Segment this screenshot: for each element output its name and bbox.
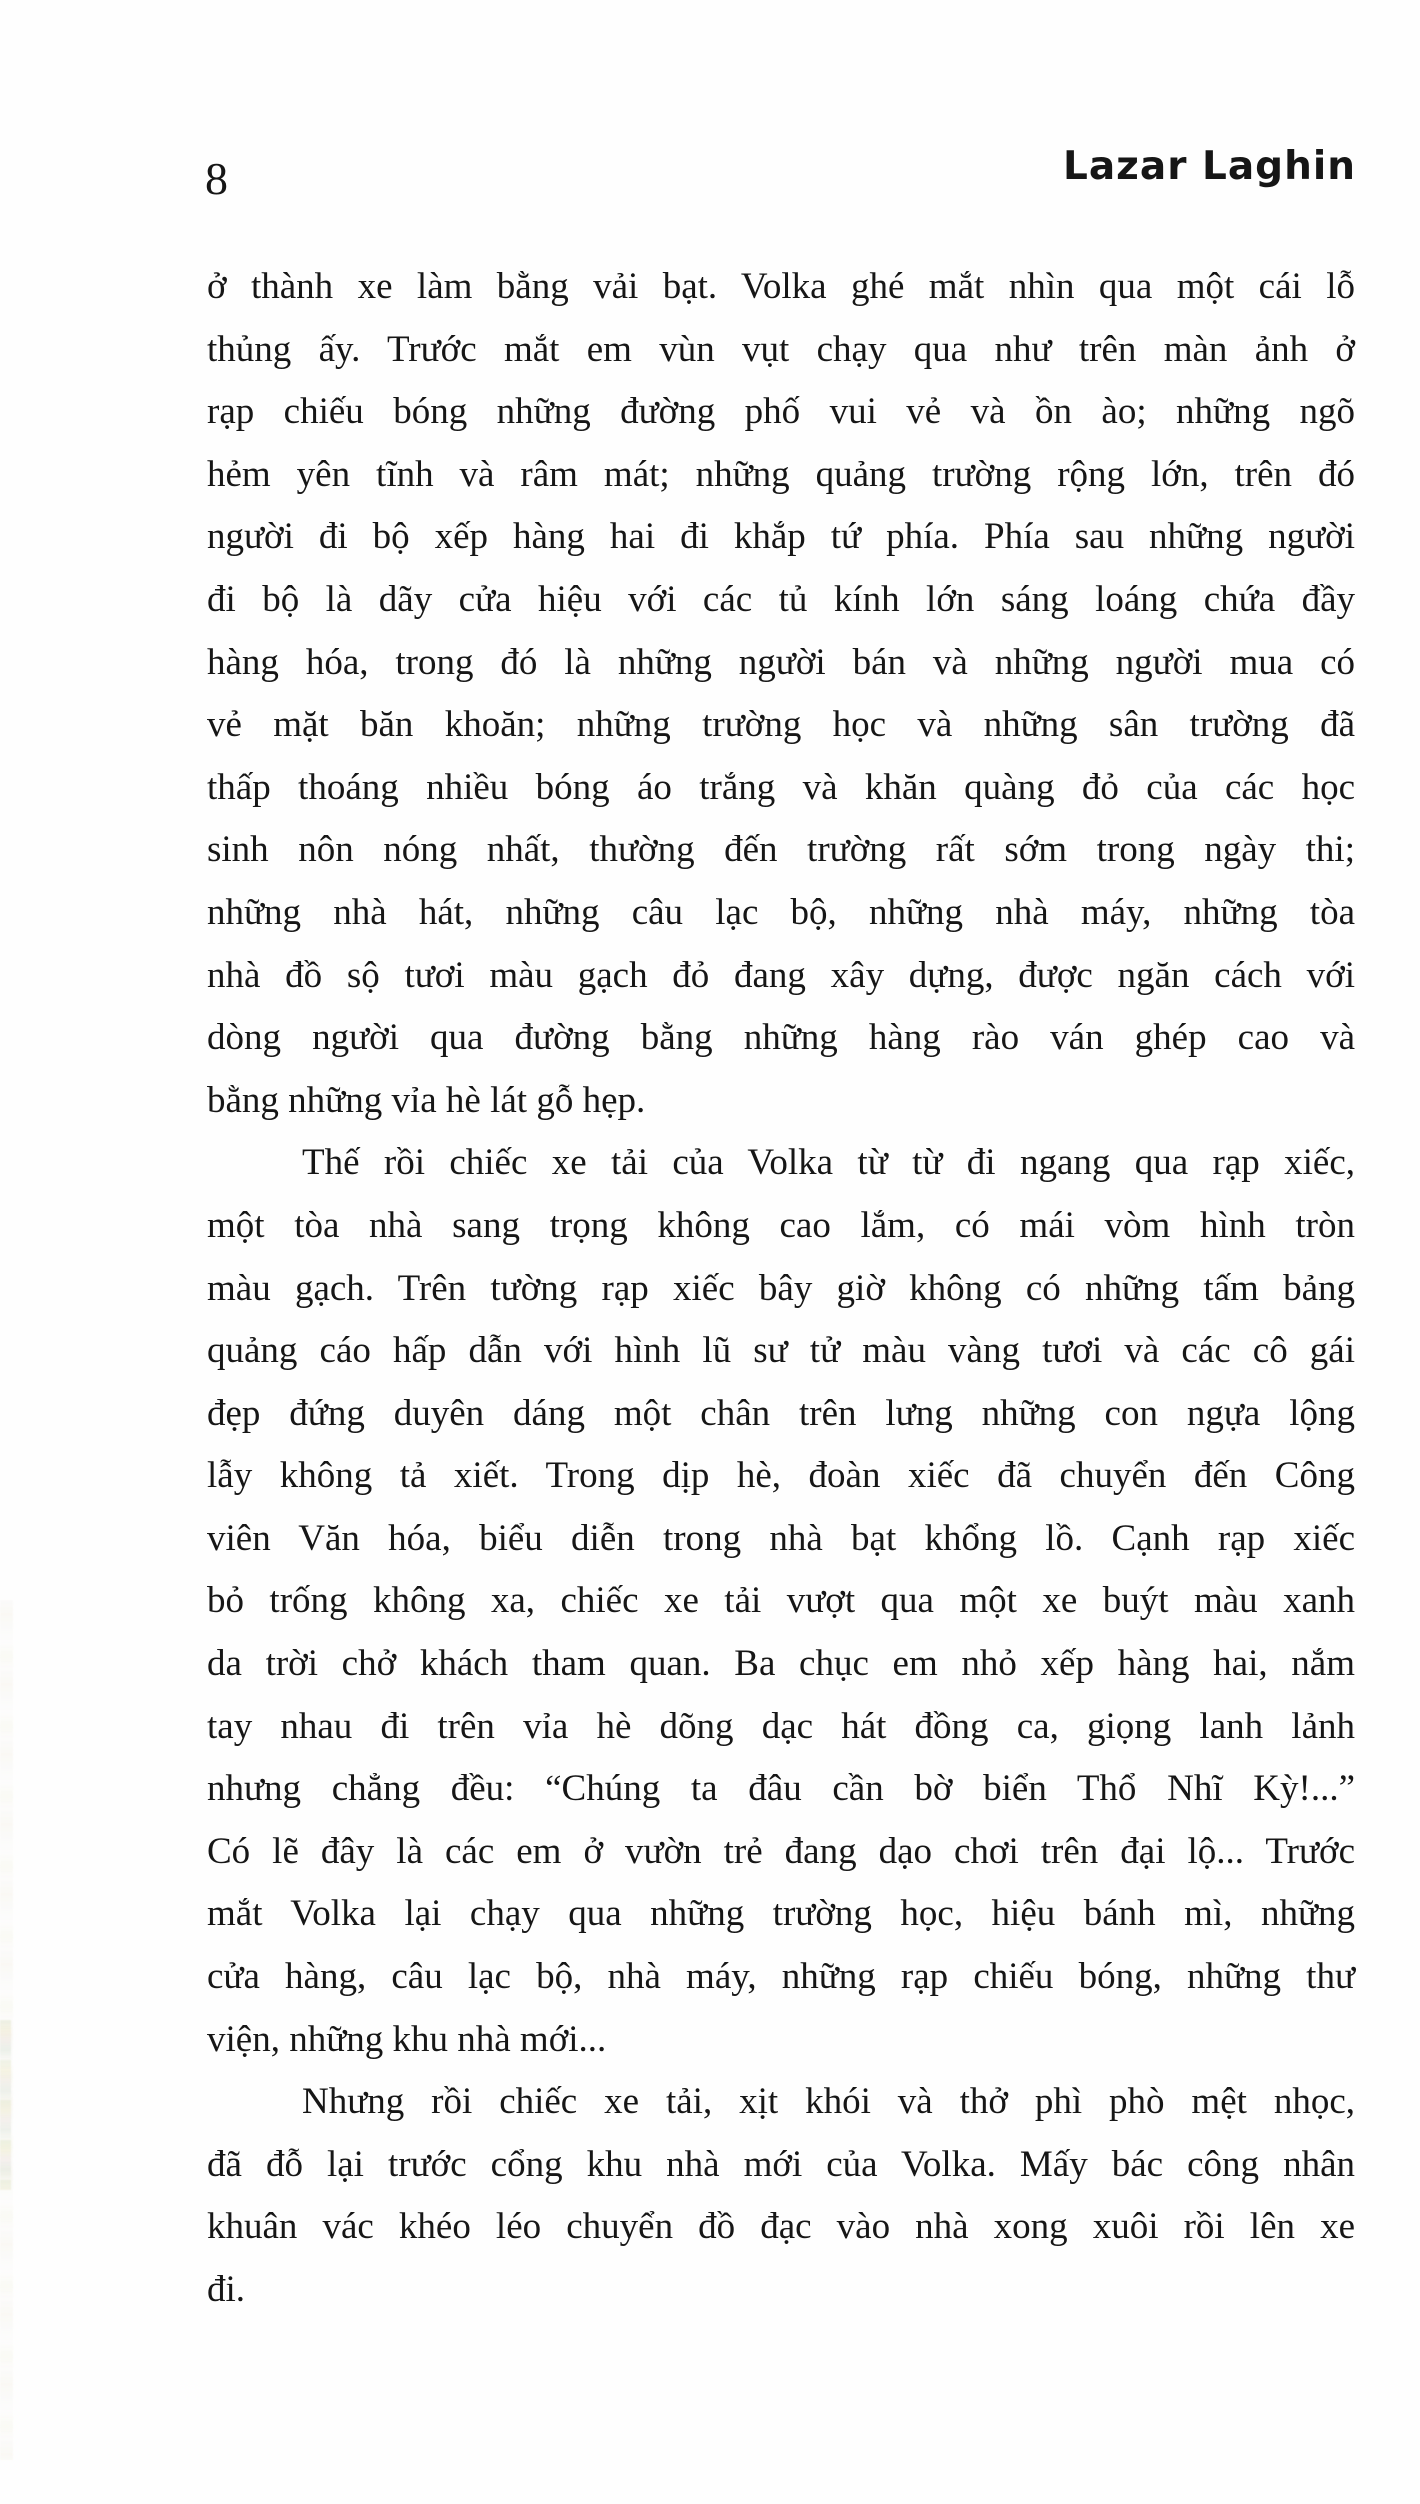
- text-line: một tòa nhà sang trọng không cao lắm, có mái vòm hình tròn: [207, 1204, 1355, 1246]
- text-line: khuân vác khéo léo chuyển đồ đạc vào nhà xong xuôi rồi lên xe: [207, 2206, 1355, 2248]
- text-line: bỏ trống không xa, chiếc xe tải vượt qua một xe buýt màu xanh: [207, 1580, 1355, 1622]
- text-line: Nhưng rồi chiếc xe tải, xịt khói và thở phì phò mệt nhọc,: [302, 2081, 1355, 2123]
- text-line: đi.: [207, 2269, 246, 2310]
- text-line: những nhà hát, những câu lạc bộ, những nhà máy, những tòa: [207, 891, 1355, 933]
- text-line: bằng những vỉa hè lát gỗ hẹp.: [207, 1079, 646, 1121]
- text-line: lẫy không tả xiết. Trong dịp hè, đoàn xiếc đã chuyển đến Công: [207, 1455, 1355, 1497]
- text-line: dòng người qua đường bằng những hàng rào ván ghép cao và: [207, 1017, 1355, 1059]
- text-line: đã đỗ lại trước cổng khu nhà mới của Volka. Mấy bác công nhân: [207, 2143, 1355, 2185]
- text-line: đẹp đứng duyên dáng một chân trên lưng những con ngựa lộng: [207, 1392, 1355, 1434]
- page-body: [207, 256, 1355, 2322]
- text-line: cửa hàng, câu lạc bộ, nhà máy, những rạp chiếu bóng, những thư: [207, 1956, 1355, 1998]
- text-line: tay nhau đi trên vỉa hè dõng dạc hát đồng ca, giọng lanh lảnh: [207, 1705, 1355, 1747]
- text-line: nhưng chẳng đều: “Chúng ta đâu cần bờ biển Thổ Nhĩ Kỳ!...”: [207, 1768, 1355, 1810]
- text-line: vẻ mặt băn khoăn; những trường học và những sân trường đã: [207, 704, 1355, 746]
- text-line: nhà đồ sộ tươi màu gạch đỏ đang xây dựng, được ngăn cách với: [207, 954, 1355, 996]
- text-line: màu gạch. Trên tường rạp xiếc bây giờ không có những tấm bảng: [207, 1267, 1355, 1309]
- scan-artifact-speckles: [0, 2020, 11, 2190]
- text-line: mắt Volka lại chạy qua những trường học, hiệu bánh mì, những: [207, 1893, 1355, 1935]
- text-line: viện, những khu nhà mới...: [207, 2018, 607, 2060]
- text-line: thủng ấy. Trước mắt em vùn vụt chạy qua như trên màn ảnh ở: [207, 328, 1355, 370]
- text-line: da trời chở khách tham quan. Ba chục em nhỏ xếp hàng hai, nắm: [207, 1643, 1355, 1685]
- text-line: rạp chiếu bóng những đường phố vui vẻ và ồn ào; những ngõ: [207, 391, 1355, 433]
- text-line: ở thành xe làm bằng vải bạt. Volka ghé mắt nhìn qua một cái lỗ: [207, 266, 1355, 307]
- text-line: Thế rồi chiếc xe tải của Volka từ từ đi ngang qua rạp xiếc,: [302, 1142, 1355, 1184]
- text-line: hàng hóa, trong đó là những người bán và những người mua có: [207, 641, 1355, 683]
- text-line: thấp thoáng nhiều bóng áo trắng và khăn quàng đỏ của các học: [207, 766, 1355, 808]
- page-number: 8: [205, 153, 228, 204]
- text-line: đi bộ là dãy cửa hiệu với các tủ kính lớn sáng loáng chứa đầy: [207, 578, 1355, 620]
- text-line: viên Văn hóa, biểu diễn trong nhà bạt khổng lồ. Cạnh rạp xiếc: [207, 1517, 1355, 1559]
- text-line: Có lẽ đây là các em ở vườn trẻ đang dạo chơi trên đại lộ... Trước: [207, 1830, 1355, 1872]
- text-line: người đi bộ xếp hàng hai đi khắp tứ phía. Phía sau những người: [207, 516, 1355, 558]
- text-line: quảng cáo hấp dẫn với hình lũ sư tử màu vàng tươi và các cô gái: [207, 1330, 1355, 1372]
- text-line: hẻm yên tĩnh và râm mát; những quảng trường rộng lớn, trên đó: [207, 453, 1355, 495]
- text-line: sinh nôn nóng nhất, thường đến trường rất sớm trong ngày thi;: [207, 829, 1355, 871]
- running-header-author: Lazar Laghin: [1063, 144, 1356, 189]
